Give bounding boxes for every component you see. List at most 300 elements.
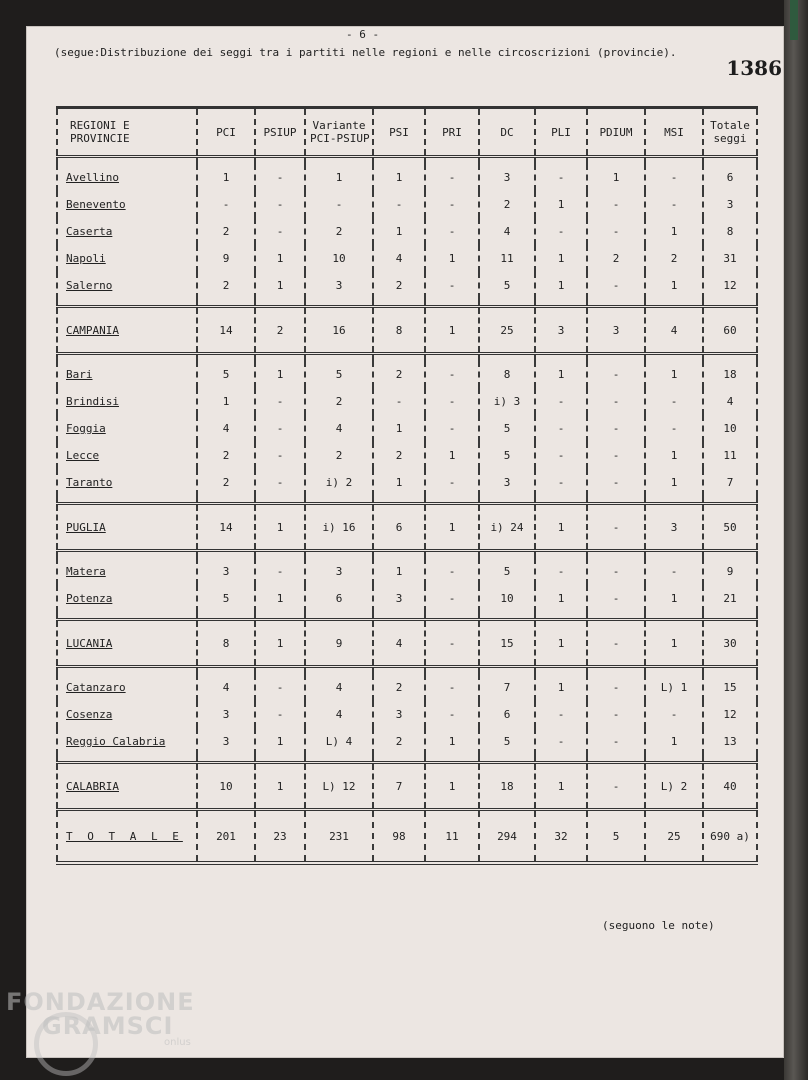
row-label-text: Avellino [66, 171, 119, 184]
table-cell: 32 [535, 810, 587, 864]
table-cell: 11 [703, 442, 757, 469]
province-row [57, 469, 757, 496]
spacer-cell [645, 551, 703, 559]
table-cell: 690 a) [703, 810, 757, 864]
watermark-line2: GRAMSCI [42, 1012, 174, 1040]
province-row [57, 218, 757, 245]
table-cell: 1 [645, 361, 703, 388]
table-cell: i) 16 [305, 504, 373, 551]
seats-table [56, 106, 758, 865]
table-cell: 3 [305, 272, 373, 299]
table-cell: 1 [535, 361, 587, 388]
spacer-cell [373, 755, 425, 763]
table-cell: - [587, 674, 645, 701]
table-cell: 6 [373, 504, 425, 551]
spacer-cell [57, 496, 197, 504]
table-cell: - [425, 191, 479, 218]
spacer-cell [197, 612, 255, 620]
region-total-row [57, 307, 757, 354]
table-cell: - [587, 585, 645, 612]
region-total-row [57, 763, 757, 810]
column-header: PLI [535, 108, 587, 157]
table-cell: 1 [425, 442, 479, 469]
spacer-cell [197, 354, 255, 362]
binder-edge [784, 0, 808, 1080]
table-cell: i) 3 [479, 388, 535, 415]
table-cell: 5 [479, 415, 535, 442]
spacer-cell [255, 299, 305, 307]
table-cell: - [535, 469, 587, 496]
province-row [57, 585, 757, 612]
binder-tab [790, 0, 798, 40]
province-row [57, 245, 757, 272]
spacer-cell [57, 612, 197, 620]
seats-table-container [56, 106, 756, 865]
table-cell: 1 [425, 728, 479, 755]
table-cell: 4 [305, 701, 373, 728]
table-cell: - [587, 388, 645, 415]
table-cell: 18 [703, 361, 757, 388]
table-cell: 3 [479, 469, 535, 496]
spacer-cell [305, 551, 373, 559]
table-cell: - [425, 620, 479, 667]
table-cell: 3 [197, 701, 255, 728]
table-cell: 1 [197, 388, 255, 415]
spacer-cell [255, 755, 305, 763]
table-cell: - [587, 218, 645, 245]
spacer-cell [305, 612, 373, 620]
spacer-cell [587, 157, 645, 165]
table-cell: 1 [255, 272, 305, 299]
row-label [57, 164, 197, 191]
row-label-text: Foggia [66, 422, 106, 435]
table-cell: - [587, 504, 645, 551]
row-label [57, 442, 197, 469]
table-cell: 8 [479, 361, 535, 388]
table-cell: 1 [255, 361, 305, 388]
table-cell: 21 [703, 585, 757, 612]
spacer-cell [255, 612, 305, 620]
table-cell: - [425, 415, 479, 442]
spacer-cell [57, 354, 197, 362]
spacer-cell [425, 612, 479, 620]
row-label [57, 701, 197, 728]
table-cell: 5 [587, 810, 645, 864]
row-label-text: Taranto [66, 476, 113, 489]
row-label [57, 558, 197, 585]
table-cell: 3 [703, 191, 757, 218]
table-cell: 3 [373, 585, 425, 612]
table-cell: 11 [425, 810, 479, 864]
table-cell: - [645, 415, 703, 442]
spacer-cell [703, 612, 757, 620]
table-cell: 10 [479, 585, 535, 612]
table-cell: 5 [479, 272, 535, 299]
table-cell: 7 [479, 674, 535, 701]
spacer-cell [255, 667, 305, 675]
table-cell: 1 [305, 164, 373, 191]
spacer-cell [535, 157, 587, 165]
spacer-cell [479, 551, 535, 559]
province-row [57, 558, 757, 585]
table-header-row [57, 108, 757, 157]
table-cell: 10 [305, 245, 373, 272]
province-row [57, 728, 757, 755]
table-cell: 98 [373, 810, 425, 864]
table-cell: 9 [703, 558, 757, 585]
spacer-cell [703, 496, 757, 504]
table-cell: 4 [479, 218, 535, 245]
province-row [57, 191, 757, 218]
table-cell: 2 [587, 245, 645, 272]
row-label-text: Cosenza [66, 708, 113, 721]
table-cell: 2 [305, 442, 373, 469]
spacer-cell [587, 299, 645, 307]
spacer-cell [197, 496, 255, 504]
table-cell: 30 [703, 620, 757, 667]
spacer-cell [535, 551, 587, 559]
column-header: PSIUP [255, 108, 305, 157]
document-title: (segue:Distribuzione dei seggi tra i partiti nelle regioni e nelle circoscrizioni (provincie). [54, 46, 677, 59]
table-cell: i) 2 [305, 469, 373, 496]
spacer-cell [587, 496, 645, 504]
row-label-text: LUCANIA [66, 636, 113, 650]
table-cell: 4 [305, 415, 373, 442]
spacer-cell [305, 755, 373, 763]
table-cell: - [587, 469, 645, 496]
spacer-cell [197, 157, 255, 165]
table-cell: - [425, 361, 479, 388]
table-cell: - [425, 469, 479, 496]
table-cell: 1 [373, 558, 425, 585]
table-cell: 2 [197, 218, 255, 245]
table-cell: - [197, 191, 255, 218]
spacer-cell [425, 299, 479, 307]
table-cell: 11 [479, 245, 535, 272]
row-label [57, 620, 197, 667]
spacer-row [57, 551, 757, 559]
table-cell: - [255, 388, 305, 415]
province-row [57, 164, 757, 191]
table-cell: - [535, 442, 587, 469]
table-cell: 7 [703, 469, 757, 496]
row-label [57, 469, 197, 496]
spacer-cell [703, 354, 757, 362]
row-label-text: Bari [66, 368, 93, 381]
spacer-cell [645, 667, 703, 675]
table-cell: - [645, 388, 703, 415]
row-label [57, 810, 197, 864]
column-header: PCI [197, 108, 255, 157]
spacer-cell [425, 667, 479, 675]
spacer-cell [703, 667, 757, 675]
table-cell: 1 [587, 164, 645, 191]
table-cell: 3 [587, 307, 645, 354]
table-cell: - [255, 218, 305, 245]
table-cell: 9 [305, 620, 373, 667]
table-cell: - [535, 728, 587, 755]
table-cell: 2 [305, 388, 373, 415]
table-cell: 25 [645, 810, 703, 864]
table-cell: - [587, 272, 645, 299]
table-cell: 1 [255, 245, 305, 272]
table-cell: - [373, 388, 425, 415]
table-cell: 12 [703, 701, 757, 728]
table-cell: - [255, 469, 305, 496]
table-cell: 7 [373, 763, 425, 810]
table-cell: 4 [703, 388, 757, 415]
table-cell: - [587, 361, 645, 388]
table-cell: 1 [535, 191, 587, 218]
table-cell: 23 [255, 810, 305, 864]
province-row [57, 701, 757, 728]
table-cell: - [255, 442, 305, 469]
spacer-cell [57, 157, 197, 165]
column-header: PRI [425, 108, 479, 157]
table-cell: 1 [645, 469, 703, 496]
spacer-row [57, 667, 757, 675]
spacer-cell [645, 496, 703, 504]
table-cell: 1 [535, 585, 587, 612]
province-row [57, 388, 757, 415]
row-label [57, 272, 197, 299]
spacer-cell [479, 612, 535, 620]
spacer-cell [373, 667, 425, 675]
spacer-cell [197, 755, 255, 763]
watermark-logo-icon [34, 1012, 98, 1076]
spacer-cell [373, 157, 425, 165]
spacer-row [57, 157, 757, 165]
table-cell: 4 [373, 245, 425, 272]
province-row [57, 361, 757, 388]
table-cell: i) 24 [479, 504, 535, 551]
table-cell: 1 [535, 763, 587, 810]
table-cell: 60 [703, 307, 757, 354]
spacer-cell [57, 299, 197, 307]
spacer-cell [535, 755, 587, 763]
table-cell: 1 [425, 504, 479, 551]
grand-total-row [57, 810, 757, 864]
table-cell: 2 [197, 442, 255, 469]
column-header: Variante PCI-PSIUP [305, 108, 373, 157]
row-label [57, 504, 197, 551]
table-cell: - [587, 558, 645, 585]
archive-watermark [6, 990, 195, 1048]
table-cell: 3 [535, 307, 587, 354]
table-cell: 25 [479, 307, 535, 354]
table-cell: 4 [305, 674, 373, 701]
table-body [57, 157, 757, 864]
table-cell: 10 [703, 415, 757, 442]
spacer-cell [479, 496, 535, 504]
spacer-cell [305, 157, 373, 165]
table-cell: - [587, 701, 645, 728]
table-cell: - [535, 415, 587, 442]
column-header: PDIUM [587, 108, 645, 157]
table-cell: 8 [703, 218, 757, 245]
table-cell: - [425, 585, 479, 612]
table-cell: 1 [645, 728, 703, 755]
table-cell: 1 [645, 585, 703, 612]
table-cell: 2 [373, 361, 425, 388]
table-cell: 201 [197, 810, 255, 864]
watermark-line1: FONDAZIONE [6, 988, 195, 1016]
spacer-cell [305, 667, 373, 675]
table-cell: 1 [425, 307, 479, 354]
spacer-cell [535, 299, 587, 307]
watermark-line3: onlus [164, 1037, 191, 1048]
table-cell: 1 [645, 442, 703, 469]
spacer-cell [587, 667, 645, 675]
spacer-cell [373, 612, 425, 620]
table-cell: 5 [479, 728, 535, 755]
table-cell: 4 [373, 620, 425, 667]
spacer-cell [535, 667, 587, 675]
table-cell: L) 2 [645, 763, 703, 810]
table-cell: - [587, 191, 645, 218]
table-cell: 5 [479, 442, 535, 469]
table-cell: 1 [425, 763, 479, 810]
column-header: REGIONI E PROVINCIE [57, 108, 197, 157]
table-cell: 1 [535, 620, 587, 667]
table-cell: - [535, 164, 587, 191]
table-cell: 4 [197, 415, 255, 442]
spacer-cell [197, 299, 255, 307]
spacer-cell [425, 551, 479, 559]
table-cell: 1 [373, 218, 425, 245]
row-label [57, 361, 197, 388]
table-cell: - [255, 674, 305, 701]
spacer-cell [479, 157, 535, 165]
table-cell: - [645, 558, 703, 585]
table-cell: L) 12 [305, 763, 373, 810]
table-cell: 1 [535, 504, 587, 551]
table-cell: 4 [645, 307, 703, 354]
spacer-cell [255, 551, 305, 559]
spacer-cell [645, 612, 703, 620]
table-cell: - [255, 191, 305, 218]
row-label-text: PUGLIA [66, 520, 106, 534]
table-cell: 14 [197, 307, 255, 354]
spacer-cell [479, 354, 535, 362]
table-cell: L) 4 [305, 728, 373, 755]
table-cell: - [425, 218, 479, 245]
province-row [57, 415, 757, 442]
table-cell: 1 [255, 728, 305, 755]
spacer-cell [425, 755, 479, 763]
spacer-cell [587, 354, 645, 362]
table-cell: 1 [197, 164, 255, 191]
table-cell: - [645, 191, 703, 218]
spacer-cell [535, 612, 587, 620]
table-cell: 5 [305, 361, 373, 388]
table-cell: 1 [645, 218, 703, 245]
table-cell: 3 [305, 558, 373, 585]
table-cell: 3 [479, 164, 535, 191]
table-cell: 1 [425, 245, 479, 272]
row-label-text: Lecce [66, 449, 100, 462]
spacer-cell [255, 354, 305, 362]
table-cell: - [587, 415, 645, 442]
continuation-note: (seguono le note) [602, 919, 715, 932]
table-cell: 1 [255, 504, 305, 551]
table-cell: - [425, 674, 479, 701]
table-cell: 2 [479, 191, 535, 218]
column-header: MSI [645, 108, 703, 157]
spacer-cell [535, 496, 587, 504]
spacer-row [57, 299, 757, 307]
row-label [57, 191, 197, 218]
table-cell: 31 [703, 245, 757, 272]
table-cell: 6 [479, 701, 535, 728]
row-label [57, 728, 197, 755]
table-cell: 1 [535, 674, 587, 701]
table-cell: - [255, 558, 305, 585]
spacer-cell [305, 496, 373, 504]
table-cell: 1 [255, 620, 305, 667]
spacer-cell [703, 755, 757, 763]
table-cell: 13 [703, 728, 757, 755]
row-label [57, 415, 197, 442]
table-cell: 9 [197, 245, 255, 272]
table-cell: 231 [305, 810, 373, 864]
ledger-number: 1386 [726, 56, 782, 80]
table-cell: 2 [305, 218, 373, 245]
table-cell: 8 [373, 307, 425, 354]
table-cell: - [535, 701, 587, 728]
table-cell: - [535, 388, 587, 415]
row-label-text: CALABRIA [66, 779, 119, 793]
region-total-row [57, 504, 757, 551]
table-cell: 3 [645, 504, 703, 551]
row-label [57, 307, 197, 354]
table-cell: 1 [255, 585, 305, 612]
table-cell: 15 [479, 620, 535, 667]
spacer-cell [425, 496, 479, 504]
table-cell: 1 [373, 164, 425, 191]
spacer-cell [703, 551, 757, 559]
table-cell: - [255, 415, 305, 442]
column-header: Totale seggi [703, 108, 757, 157]
spacer-cell [373, 551, 425, 559]
spacer-row [57, 496, 757, 504]
spacer-cell [587, 755, 645, 763]
table-cell: - [425, 164, 479, 191]
table-cell: 1 [645, 272, 703, 299]
table-cell: - [425, 701, 479, 728]
table-cell: - [645, 701, 703, 728]
table-cell: 8 [197, 620, 255, 667]
table-cell: 5 [197, 585, 255, 612]
spacer-cell [535, 354, 587, 362]
table-cell: - [587, 728, 645, 755]
spacer-row [57, 612, 757, 620]
spacer-cell [645, 157, 703, 165]
table-cell: - [305, 191, 373, 218]
column-header: PSI [373, 108, 425, 157]
table-cell: 2 [255, 307, 305, 354]
table-cell: 50 [703, 504, 757, 551]
table-cell: - [587, 763, 645, 810]
spacer-row [57, 755, 757, 763]
table-cell: 1 [535, 272, 587, 299]
spacer-cell [479, 299, 535, 307]
row-label [57, 388, 197, 415]
spacer-cell [479, 667, 535, 675]
spacer-row [57, 354, 757, 362]
spacer-cell [479, 755, 535, 763]
row-label-text: Salerno [66, 279, 113, 292]
